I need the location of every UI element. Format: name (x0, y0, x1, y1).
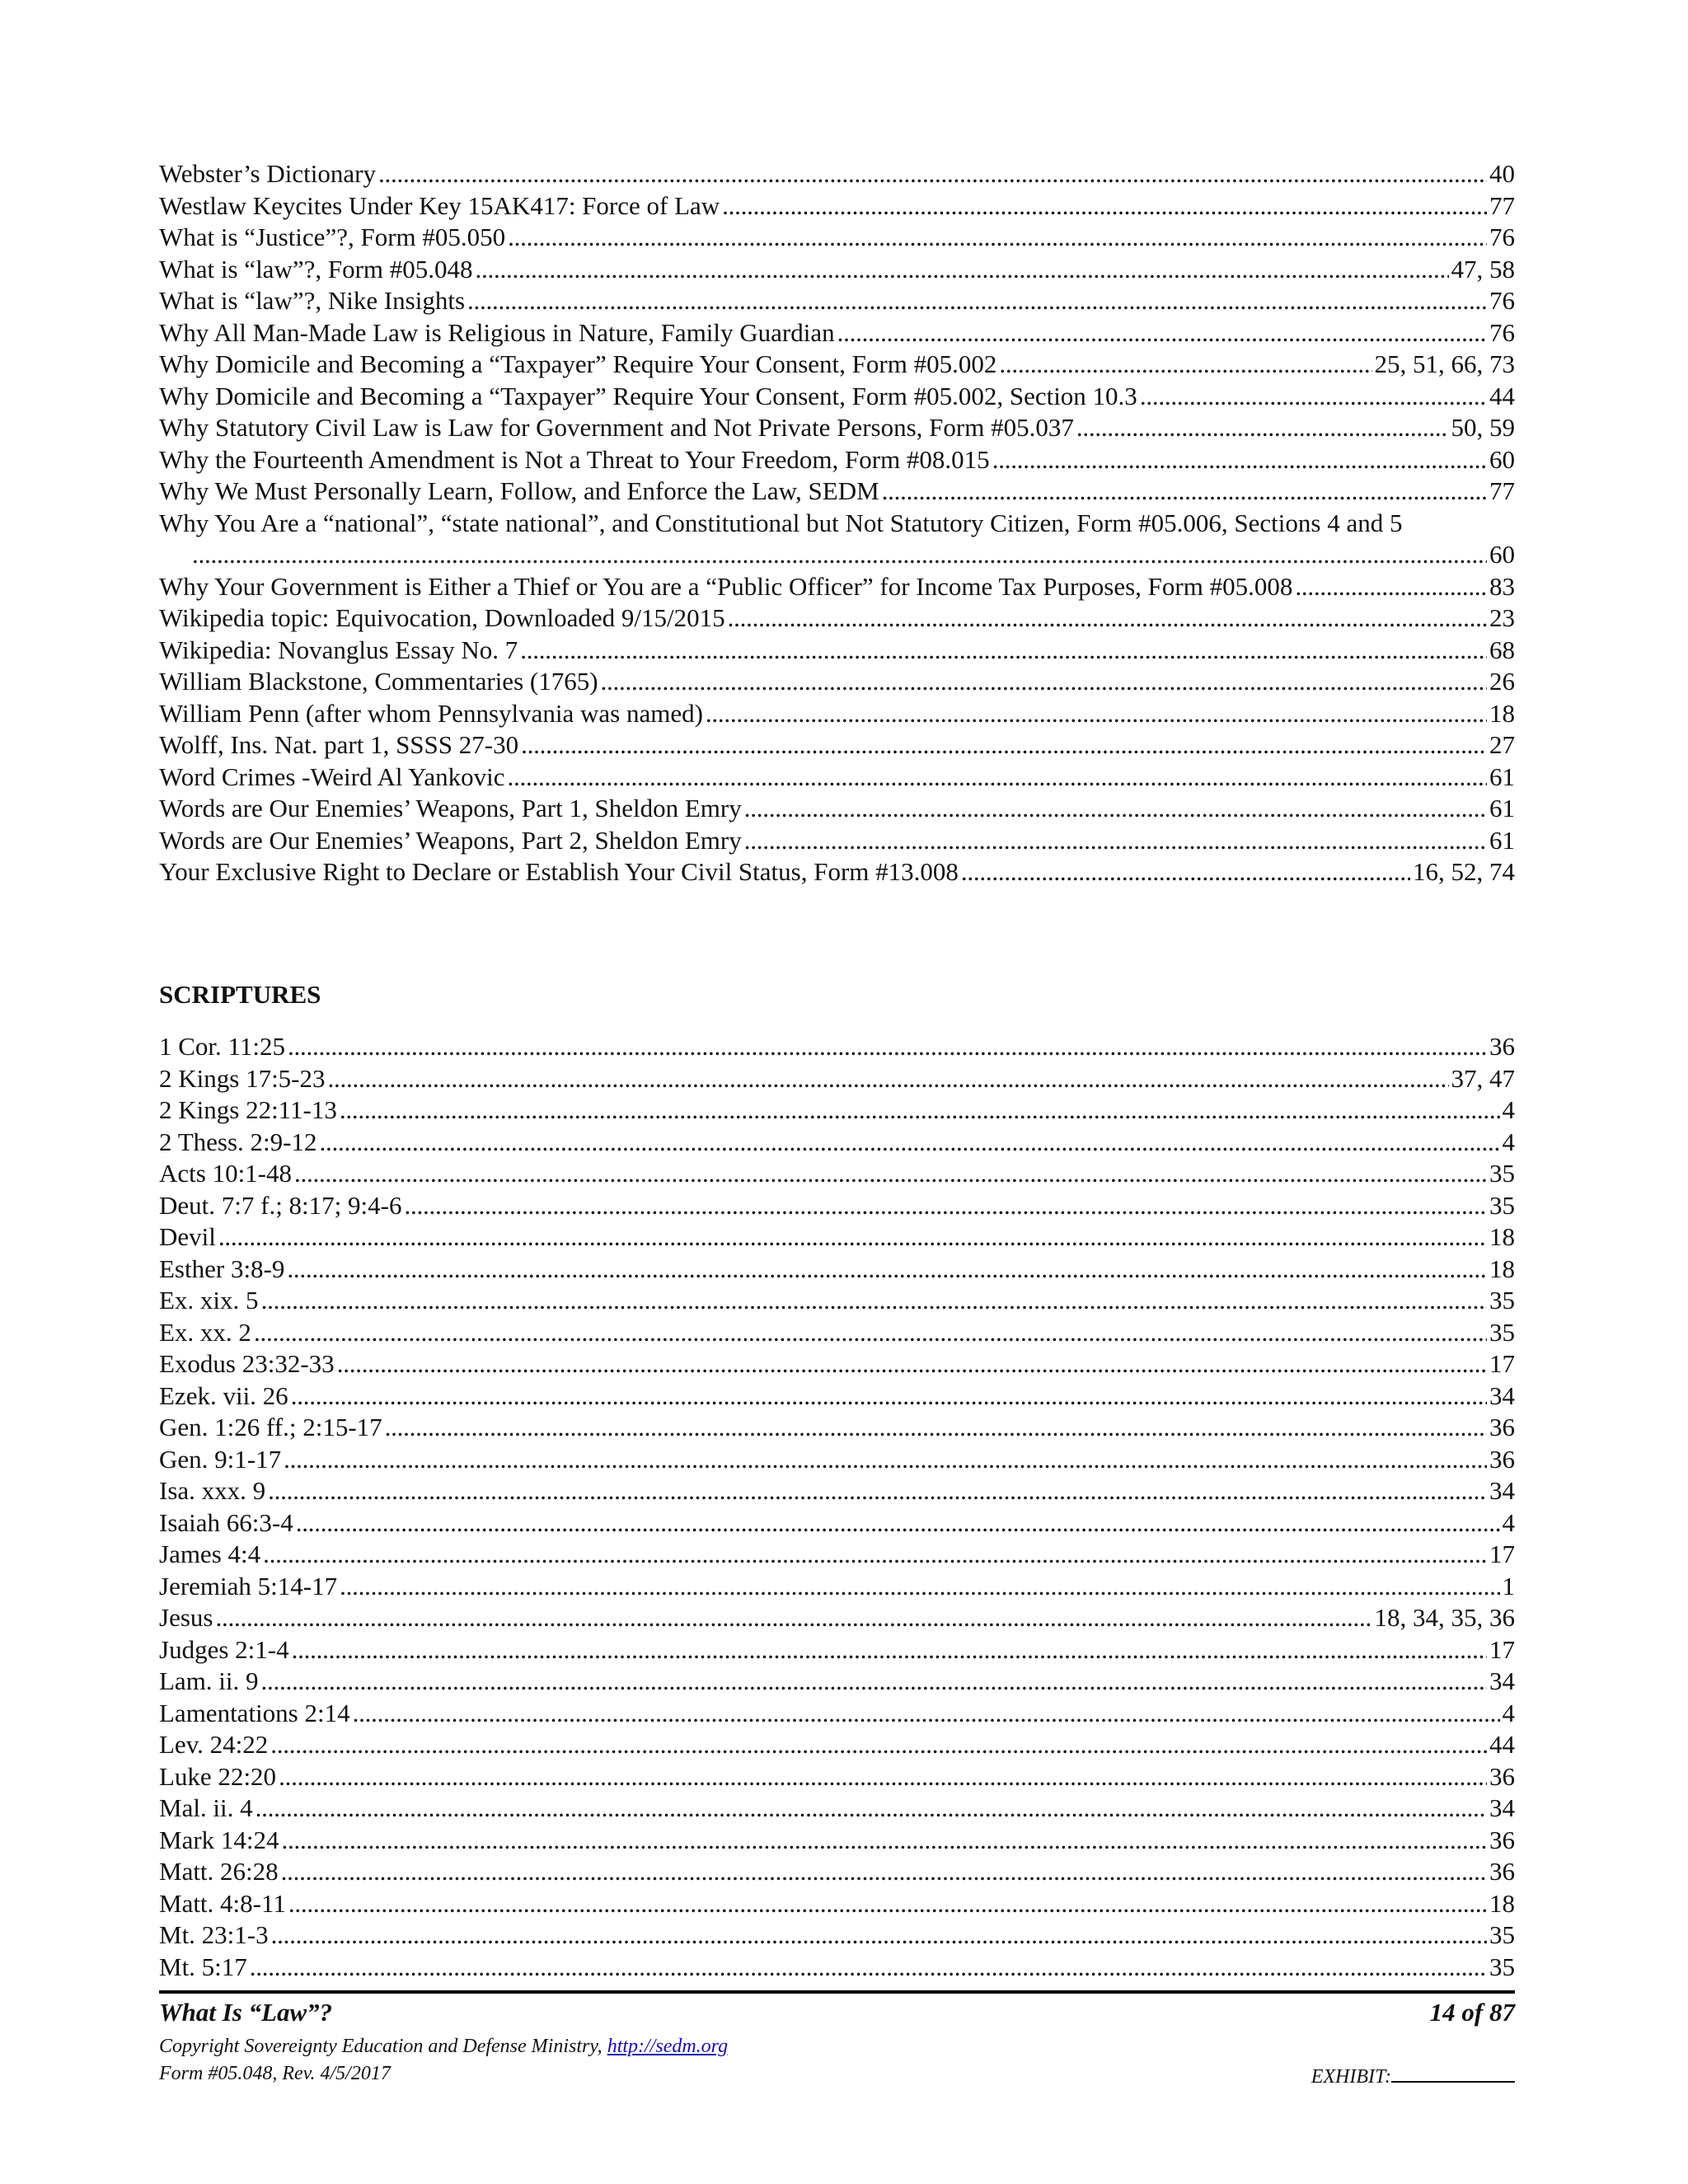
index-entry (159, 1793, 1515, 1825)
entry-pages: 18 (1489, 698, 1515, 728)
entry-label: Your Exclusive Right to Declare or Establish Your Civil Status, Form #13.008 (159, 857, 959, 886)
entry-label: Lev. 24:22 (159, 1730, 269, 1759)
entry-pages: 35 (1489, 1159, 1515, 1188)
index-entry (159, 729, 1515, 762)
dot-leader (404, 1190, 1487, 1222)
entry-pages: 17 (1489, 1540, 1515, 1568)
index-entry (159, 762, 1515, 794)
entry-pages: 35 (1489, 1190, 1515, 1220)
index-entry (159, 666, 1515, 698)
entry-label: 1 Cor. 11:25 (159, 1032, 286, 1061)
dot-leader (279, 1761, 1487, 1793)
entry-pages: 17 (1489, 1634, 1515, 1664)
index-entry (159, 254, 1515, 286)
entry-pages: 47, 58 (1451, 254, 1515, 284)
index-entry (159, 1063, 1515, 1095)
entry-label: Devil (159, 1222, 216, 1251)
dot-leader (340, 1571, 1499, 1603)
index-entry (159, 1761, 1515, 1793)
dot-leader (296, 1507, 1500, 1540)
entry-pages: 36 (1489, 1413, 1515, 1441)
index-entry (159, 1094, 1515, 1127)
index-entry (159, 1317, 1515, 1349)
entry-label: Deut. 7:7 f.; 8:17; 9:4-6 (159, 1190, 402, 1220)
index-entry (159, 1507, 1515, 1540)
entry-label: Luke 22:20 (159, 1761, 277, 1791)
index-entry-wrapped: Why You Are a “national”, “state national”, and Constitutional but Not Statutory Citizen, Form #05.006, Sections 4 and 5 (159, 508, 1403, 537)
entry-label: Jeremiah 5:14-17 (159, 1571, 338, 1601)
entry-label: Lam. ii. 9 (159, 1666, 259, 1695)
entry-pages: 44 (1489, 381, 1515, 410)
entry-pages: 17 (1489, 1349, 1515, 1378)
index-entry (159, 1888, 1515, 1920)
exhibit-label: EXHIBIT: (1311, 2066, 1391, 2088)
entry-label: 2 Kings 22:11-13 (159, 1095, 337, 1124)
footer-title: What Is “Law”? (159, 1998, 333, 2027)
dot-leader (319, 1127, 1499, 1159)
index-entry (159, 1634, 1515, 1666)
footer-page-number: 14 of 87 (1429, 1998, 1515, 2027)
dot-leader (337, 1348, 1487, 1380)
dot-leader (744, 793, 1487, 825)
dot-leader (601, 666, 1487, 698)
exhibit-blank (1391, 2063, 1515, 2083)
entry-label: Judges 2:1-4 (159, 1634, 289, 1664)
entry-pages: 18 (1489, 1888, 1515, 1918)
dot-leader (215, 1602, 1372, 1634)
footer-rule (159, 1990, 1515, 1994)
index-entry (159, 444, 1515, 476)
dot-leader (250, 1952, 1487, 1984)
entry-label: Ezek. vii. 26 (159, 1380, 288, 1410)
dot-leader (476, 254, 1449, 286)
entry-label: Word Crimes -Weird Al Yankovic (159, 762, 505, 791)
footer-exhibit (1311, 2063, 1515, 2088)
entry-label: Why Statutory Civil Law is Law for Government and Not Private Persons, Form #05.037 (159, 413, 1074, 442)
entry-pages: 34 (1489, 1666, 1515, 1695)
entry-pages: 4 (1502, 1507, 1515, 1537)
index-entry (159, 793, 1515, 825)
index-entry (159, 381, 1515, 413)
dot-leader (992, 444, 1487, 476)
entry-label: Why the Fourteenth Amendment is Not a Threat to Your Freedom, Form #08.015 (159, 444, 990, 474)
dot-leader (1076, 412, 1449, 444)
index-entry (159, 412, 1515, 444)
entry-label: Gen. 9:1-17 (159, 1444, 282, 1474)
dot-leader (270, 1729, 1487, 1761)
index-entry (159, 1571, 1515, 1603)
entry-label: What is “law”?, Form #05.048 (159, 254, 473, 284)
entry-label: Why Your Government is Either a Thief or You are a “Public Officer” for Income Tax Purposes, Form #05.008 (159, 571, 1293, 601)
dot-leader (254, 1317, 1487, 1349)
dot-leader (744, 825, 1487, 857)
entry-label: Wolff, Ins. Nat. part 1, SSSS 27-30 (159, 730, 519, 759)
entry-pages: 35 (1489, 1317, 1515, 1347)
index-entry (159, 1221, 1515, 1254)
dot-leader (1295, 571, 1487, 603)
entry-label: William Penn (after whom Pennsylvania was named) (159, 698, 703, 728)
entry-label: Isa. xxx. 9 (159, 1476, 266, 1505)
entry-pages: 76 (1489, 286, 1515, 315)
index-entry-continuation (159, 539, 1515, 571)
entry-label: Words are Our Enemies’ Weapons, Part 2, Sheldon Emry (159, 825, 742, 855)
index-entry (159, 1919, 1515, 1952)
dot-leader (353, 1698, 1500, 1730)
index-entry (159, 222, 1515, 254)
dot-leader (268, 1475, 1487, 1507)
entry-pages: 35 (1489, 1286, 1515, 1315)
index-entry (159, 1190, 1515, 1222)
entry-pages: 60 (1489, 444, 1515, 474)
index-entry (159, 602, 1515, 635)
dot-leader (728, 602, 1487, 635)
index-entry (159, 476, 1515, 508)
entry-pages: 18 (1489, 1254, 1515, 1283)
dot-leader (467, 285, 1487, 317)
footer-form-number: Form #05.048, Rev. 4/5/2017 (159, 2063, 391, 2084)
entry-label: Matt. 4:8-11 (159, 1888, 286, 1918)
dot-leader (385, 1412, 1487, 1444)
index-entry (159, 1127, 1515, 1159)
entry-pages: 77 (1489, 190, 1515, 220)
entry-pages: 36 (1489, 1825, 1515, 1854)
index-entry (159, 285, 1515, 317)
dot-leader (282, 1825, 1487, 1857)
dot-leader (218, 1221, 1487, 1254)
index-entry (159, 349, 1515, 381)
entry-label: Why Domicile and Becoming a “Taxpayer” Require Your Consent, Form #05.002 (159, 349, 997, 378)
entry-label: Ex. xix. 5 (159, 1286, 259, 1315)
entry-pages: 4 (1502, 1698, 1515, 1727)
entry-label: Why We Must Personally Learn, Follow, and Enforce the Law, SEDM (159, 476, 879, 505)
entry-pages: 27 (1489, 730, 1515, 759)
index-entry (159, 158, 1515, 190)
index-entry (159, 1348, 1515, 1380)
entry-label: Mark 14:24 (159, 1825, 279, 1854)
entry-label: Jesus (159, 1603, 213, 1632)
entry-pages: 50, 59 (1451, 413, 1515, 442)
index-entry (159, 190, 1515, 223)
scriptures-index (159, 1031, 1515, 1983)
entry-pages: 25, 51, 66, 73 (1374, 349, 1515, 378)
dot-leader (722, 190, 1487, 223)
index-entry (159, 1825, 1515, 1857)
index-entry (159, 825, 1515, 857)
entry-pages: 60 (1489, 540, 1515, 569)
dot-leader (263, 1539, 1487, 1571)
index-entry (159, 1285, 1515, 1317)
entry-pages: 26 (1489, 667, 1515, 696)
dot-leader (328, 1063, 1449, 1095)
dot-leader (1140, 381, 1487, 413)
entry-label: William Blackstone, Commentaries (1765) (159, 667, 598, 696)
entry-label: Webster’s Dictionary (159, 159, 376, 188)
dot-leader (292, 1634, 1487, 1666)
entry-pages: 34 (1489, 1793, 1515, 1822)
dot-leader (521, 729, 1487, 762)
index-entry (159, 1666, 1515, 1698)
authorities-index (159, 158, 1515, 888)
index-entry (159, 1539, 1515, 1571)
dot-leader (508, 762, 1488, 794)
dot-leader (261, 1285, 1487, 1317)
dot-leader (882, 476, 1487, 508)
dot-leader (284, 1444, 1487, 1476)
entry-pages: 61 (1489, 762, 1515, 791)
entry-pages: 76 (1489, 317, 1515, 347)
scriptures-heading: SCRIPTURES (159, 980, 321, 1009)
entry-label: Ex. xx. 2 (159, 1317, 251, 1347)
index-entry (159, 698, 1515, 730)
index-entry (159, 1444, 1515, 1476)
dot-leader (261, 1666, 1487, 1698)
entry-label: Mt. 23:1-3 (159, 1920, 269, 1949)
sedm-link[interactable]: http://sedm.org (607, 2036, 729, 2057)
dot-leader (378, 158, 1487, 190)
entry-pages: 35 (1489, 1920, 1515, 1949)
index-entry (159, 1729, 1515, 1761)
entry-label: Wikipedia: Novanglus Essay No. 7 (159, 635, 518, 664)
dot-leader (288, 1031, 1487, 1063)
entry-pages: 37, 47 (1451, 1063, 1515, 1093)
entry-label: Exodus 23:32-33 (159, 1349, 335, 1378)
entry-pages: 77 (1489, 476, 1515, 505)
entry-label: What is “law”?, Nike Insights (159, 286, 466, 315)
dot-leader (961, 856, 1410, 888)
index-entry (159, 1158, 1515, 1190)
index-entry (159, 1698, 1515, 1730)
index-entry (159, 856, 1515, 888)
dot-leader (288, 1888, 1487, 1920)
entry-label: Words are Our Enemies’ Weapons, Part 1, Sheldon Emry (159, 794, 742, 823)
entry-label: Westlaw Keycites Under Key 15AK417: Force of Law (159, 190, 720, 220)
entry-pages: 23 (1489, 603, 1515, 632)
entry-label: Mt. 5:17 (159, 1952, 247, 1981)
entry-pages: 4 (1502, 1127, 1515, 1156)
dot-leader (281, 1856, 1487, 1888)
entry-pages: 34 (1489, 1476, 1515, 1505)
dot-leader (837, 317, 1487, 349)
entry-pages: 44 (1489, 1730, 1515, 1759)
entry-pages: 36 (1489, 1444, 1515, 1474)
entry-pages: 36 (1489, 1032, 1515, 1061)
index-entry (159, 1412, 1515, 1444)
index-entry (159, 317, 1515, 349)
entry-pages: 61 (1489, 794, 1515, 823)
dot-leader (294, 1158, 1487, 1190)
entry-label: Isaiah 66:3-4 (159, 1507, 293, 1537)
dot-leader (291, 1380, 1487, 1413)
entry-label: Esther 3:8-9 (159, 1254, 285, 1283)
entry-label: What is “Justice”?, Form #05.050 (159, 223, 506, 251)
entry-pages: 1 (1502, 1571, 1515, 1601)
index-entry (159, 1380, 1515, 1413)
index-entry (159, 1856, 1515, 1888)
dot-leader (271, 1919, 1487, 1952)
entry-pages: 18, 34, 35, 36 (1374, 1603, 1515, 1632)
dot-leader (256, 1793, 1487, 1825)
entry-pages: 83 (1489, 571, 1515, 601)
entry-pages: 35 (1489, 1952, 1515, 1981)
index-entry (159, 1254, 1515, 1286)
dot-leader (287, 1254, 1487, 1286)
index-entry (159, 1031, 1515, 1063)
entry-pages: 16, 52, 74 (1413, 857, 1515, 886)
dot-leader (999, 349, 1372, 381)
entry-label: 2 Thess. 2:9-12 (159, 1127, 317, 1156)
entry-pages: 36 (1489, 1857, 1515, 1886)
index-entry (159, 571, 1515, 603)
entry-label: Acts 10:1-48 (159, 1159, 293, 1188)
entry-label: Why Domicile and Becoming a “Taxpayer” Require Your Consent, Form #05.002, Section 10.3 (159, 381, 1137, 410)
entry-label: Mal. ii. 4 (159, 1793, 253, 1822)
index-entry (159, 1602, 1515, 1634)
footer-copyright (159, 2036, 728, 2058)
index-entry (159, 1952, 1515, 1984)
entry-pages: 76 (1489, 223, 1515, 251)
entry-label: Gen. 1:26 ff.; 2:15-17 (159, 1413, 382, 1441)
dot-leader (706, 698, 1487, 730)
entry-pages: 36 (1489, 1761, 1515, 1791)
entry-label: Why All Man-Made Law is Religious in Nature, Family Guardian (159, 317, 835, 347)
entry-label: Matt. 26:28 (159, 1857, 279, 1886)
dot-leader (520, 635, 1487, 667)
entry-pages: 4 (1502, 1095, 1515, 1124)
entry-pages: 18 (1489, 1222, 1515, 1251)
dot-leader (192, 539, 1487, 571)
entry-label: 2 Kings 17:5-23 (159, 1063, 326, 1093)
entry-pages: 40 (1489, 159, 1515, 188)
dot-leader (340, 1094, 1500, 1127)
entry-label: James 4:4 (159, 1540, 261, 1568)
dot-leader (508, 222, 1487, 254)
entry-label: Wikipedia topic: Equivocation, Downloaded 9/15/2015 (159, 603, 725, 632)
index-entry (159, 1475, 1515, 1507)
copyright-text: Copyright Sovereignty Education and Defense Ministry, (159, 2036, 607, 2057)
entry-pages: 68 (1489, 635, 1515, 664)
index-entry (159, 635, 1515, 667)
entry-label: Lamentations 2:14 (159, 1698, 350, 1727)
entry-pages: 61 (1489, 825, 1515, 855)
entry-pages: 34 (1489, 1380, 1515, 1410)
